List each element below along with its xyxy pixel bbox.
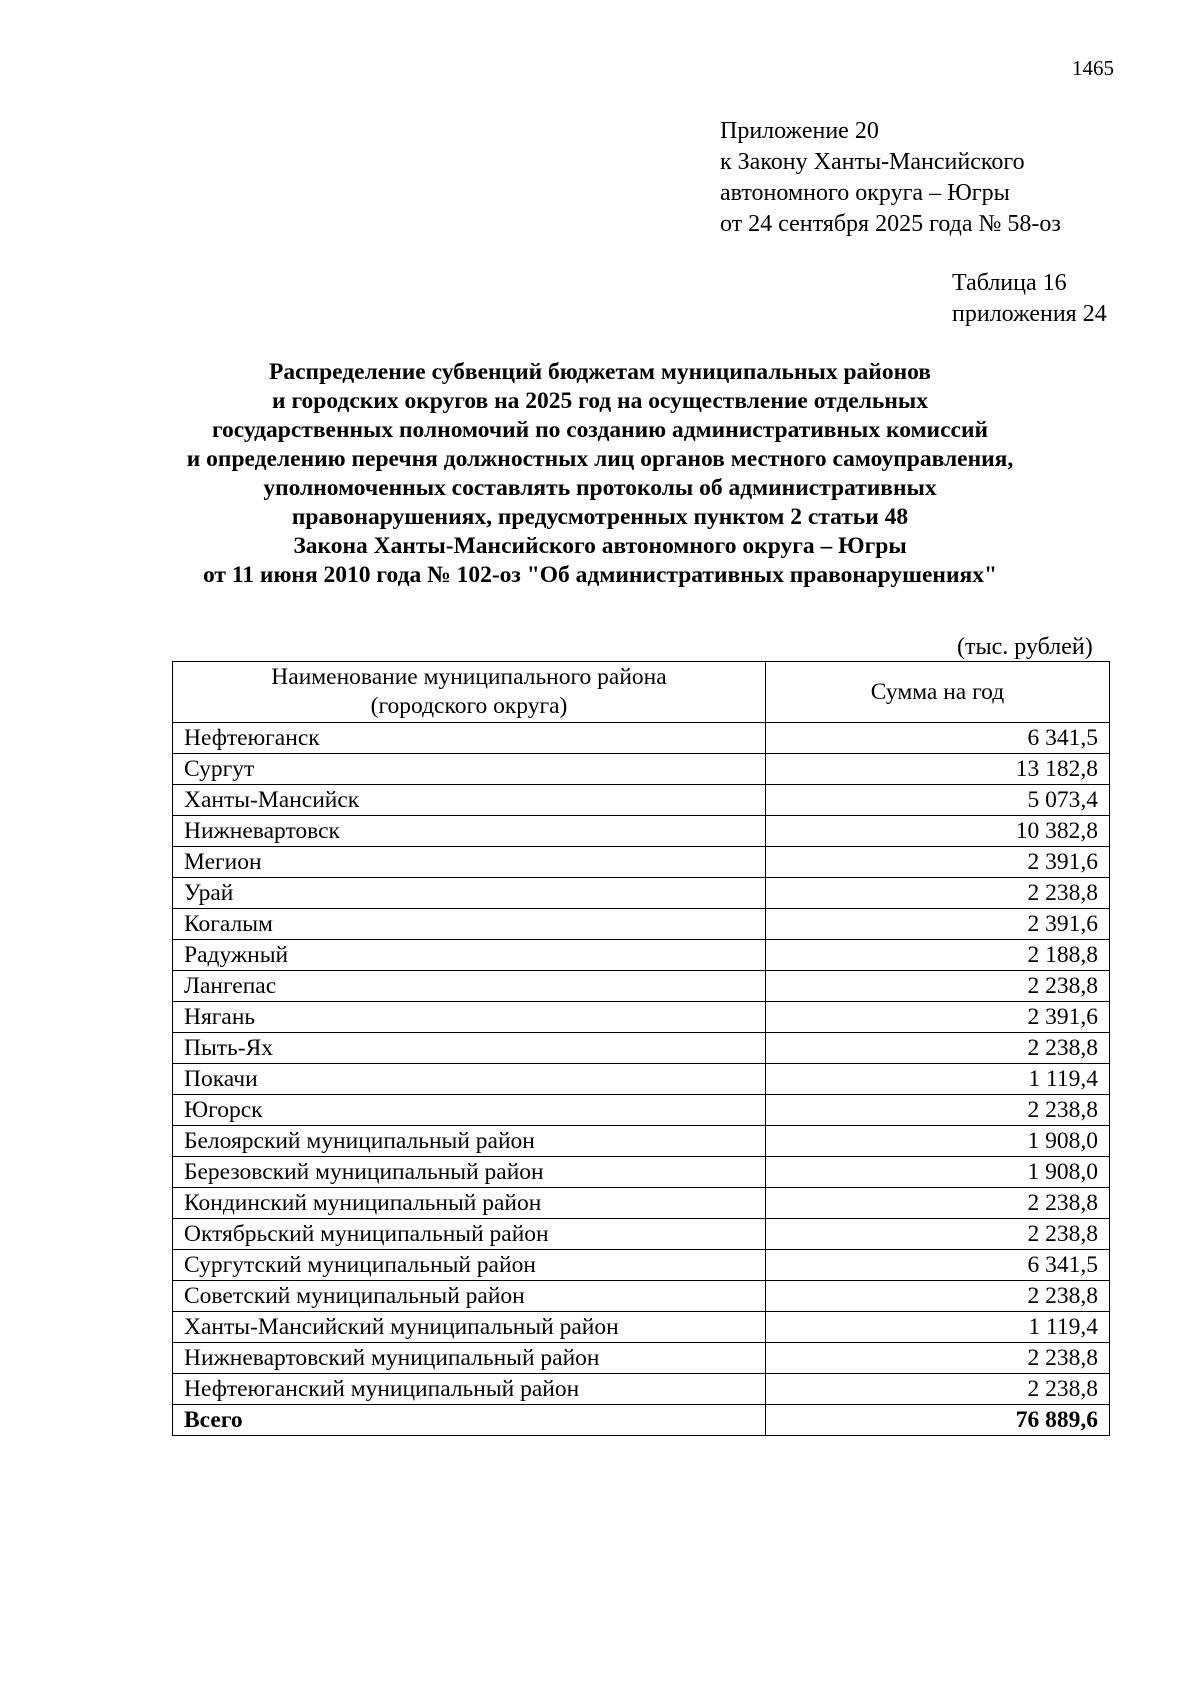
amount-cell: 2 391,6 — [766, 847, 1110, 878]
title-line: и определению перечня должностных лиц органов местного самоуправления, — [186, 446, 1014, 472]
title-line: Закона Ханты-Мансийского автономного округа – Югры — [293, 533, 907, 559]
title-line: и городских округов на 2025 год на осуществление отдельных — [272, 388, 928, 414]
title-line: государственных полномочий по созданию административных комиссий — [211, 417, 989, 443]
municipality-name: Мегион — [173, 847, 766, 878]
municipality-name: Сургутский муниципальный район — [173, 1250, 766, 1281]
amount-cell: 5 073,4 — [766, 785, 1110, 816]
table-row — [173, 940, 1110, 971]
page-number: 1465 — [1072, 56, 1114, 80]
amount-cell: 2 238,8 — [766, 1281, 1110, 1312]
municipality-name: Радужный — [173, 940, 766, 971]
table-row — [173, 816, 1110, 847]
title-line: от 11 июня 2010 года № 102-оз "Об административных правонарушениях" — [202, 562, 998, 588]
municipality-name: Когалым — [173, 909, 766, 940]
header-municipality — [173, 662, 766, 723]
table-row — [173, 723, 1110, 754]
units-label: (тыс. рублей) — [957, 634, 1093, 660]
municipality-name: Покачи — [173, 1064, 766, 1095]
amount-cell: 13 182,8 — [766, 754, 1110, 785]
table-row — [173, 1219, 1110, 1250]
municipality-name: Нягань — [173, 1002, 766, 1033]
title-line: Распределение субвенций бюджетам муниципальных районов — [269, 359, 931, 385]
appendix-line: автономного округа – Югры — [720, 180, 1010, 206]
amount-cell: 6 341,5 — [766, 723, 1110, 754]
municipality-name: Сургут — [173, 754, 766, 785]
amount-cell: 1 119,4 — [766, 1064, 1110, 1095]
table-reference — [952, 268, 1107, 330]
table-row — [173, 1281, 1110, 1312]
table-row — [173, 754, 1110, 785]
amount-cell: 2 391,6 — [766, 1002, 1110, 1033]
header-municipality-line2: (городского округа) — [370, 693, 568, 719]
municipality-name: Березовский муниципальный район — [173, 1157, 766, 1188]
municipality-name: Кондинский муниципальный район — [173, 1188, 766, 1219]
amount-cell: 1 908,0 — [766, 1126, 1110, 1157]
header-municipality-line1: Наименование муниципального района — [271, 664, 667, 690]
amount-cell: 2 238,8 — [766, 1188, 1110, 1219]
amount-cell: 2 238,8 — [766, 1343, 1110, 1374]
amount-cell: 1 119,4 — [766, 1312, 1110, 1343]
document-title — [150, 358, 1050, 590]
municipality-name: Нижневартовский муниципальный район — [173, 1343, 766, 1374]
municipality-name: Советский муниципальный район — [173, 1281, 766, 1312]
table-header-row — [173, 662, 1110, 723]
municipality-name: Пыть-Ях — [173, 1033, 766, 1064]
table-row — [173, 847, 1110, 878]
municipality-name: Нефтеюганск — [173, 723, 766, 754]
table-row — [173, 1374, 1110, 1405]
amount-cell: 2 238,8 — [766, 1374, 1110, 1405]
total-amount: 76 889,6 — [766, 1405, 1110, 1436]
table-body — [173, 723, 1110, 1436]
table-reference-line: приложения 24 — [952, 301, 1107, 327]
municipality-name: Урай — [173, 878, 766, 909]
amount-cell: 2 238,8 — [766, 1033, 1110, 1064]
amount-cell: 6 341,5 — [766, 1250, 1110, 1281]
municipality-name: Ханты-Мансийск — [173, 785, 766, 816]
table-row — [173, 1250, 1110, 1281]
appendix-reference — [720, 116, 1061, 240]
subventions-table — [172, 661, 1110, 1436]
municipality-name: Югорск — [173, 1095, 766, 1126]
table-row — [173, 1064, 1110, 1095]
amount-cell: 10 382,8 — [766, 816, 1110, 847]
municipality-name: Белоярский муниципальный район — [173, 1126, 766, 1157]
table-reference-line: Таблица 16 — [952, 270, 1067, 296]
appendix-line: Приложение 20 — [720, 118, 879, 144]
table-row — [173, 909, 1110, 940]
amount-cell: 2 238,8 — [766, 971, 1110, 1002]
amount-cell: 2 238,8 — [766, 1095, 1110, 1126]
table-row — [173, 878, 1110, 909]
title-line: уполномоченных составлять протоколы об административных — [263, 475, 937, 501]
header-amount: Сумма на год — [766, 662, 1110, 723]
table-row — [173, 1095, 1110, 1126]
municipality-name: Нефтеюганский муниципальный район — [173, 1374, 766, 1405]
table-row — [173, 971, 1110, 1002]
table-row — [173, 1126, 1110, 1157]
amount-cell: 2 188,8 — [766, 940, 1110, 971]
municipality-name: Ханты-Мансийский муниципальный район — [173, 1312, 766, 1343]
amount-cell: 2 238,8 — [766, 1219, 1110, 1250]
table-row — [173, 1188, 1110, 1219]
table-row — [173, 785, 1110, 816]
municipality-name: Октябрьский муниципальный район — [173, 1219, 766, 1250]
municipality-name: Лангепас — [173, 971, 766, 1002]
appendix-line: к Закону Ханты-Мансийского — [720, 149, 1025, 175]
table-total-row — [173, 1405, 1110, 1436]
total-label: Всего — [173, 1405, 766, 1436]
appendix-line: от 24 сентября 2025 года № 58-оз — [720, 211, 1061, 237]
table-row — [173, 1033, 1110, 1064]
municipality-name: Нижневартовск — [173, 816, 766, 847]
amount-cell: 2 238,8 — [766, 878, 1110, 909]
table-row — [173, 1002, 1110, 1033]
table-row — [173, 1157, 1110, 1188]
title-line: правонарушениях, предусмотренных пунктом 2 статьи 48 — [291, 504, 909, 530]
amount-cell: 2 391,6 — [766, 909, 1110, 940]
amount-cell: 1 908,0 — [766, 1157, 1110, 1188]
table-row — [173, 1343, 1110, 1374]
table-row — [173, 1312, 1110, 1343]
